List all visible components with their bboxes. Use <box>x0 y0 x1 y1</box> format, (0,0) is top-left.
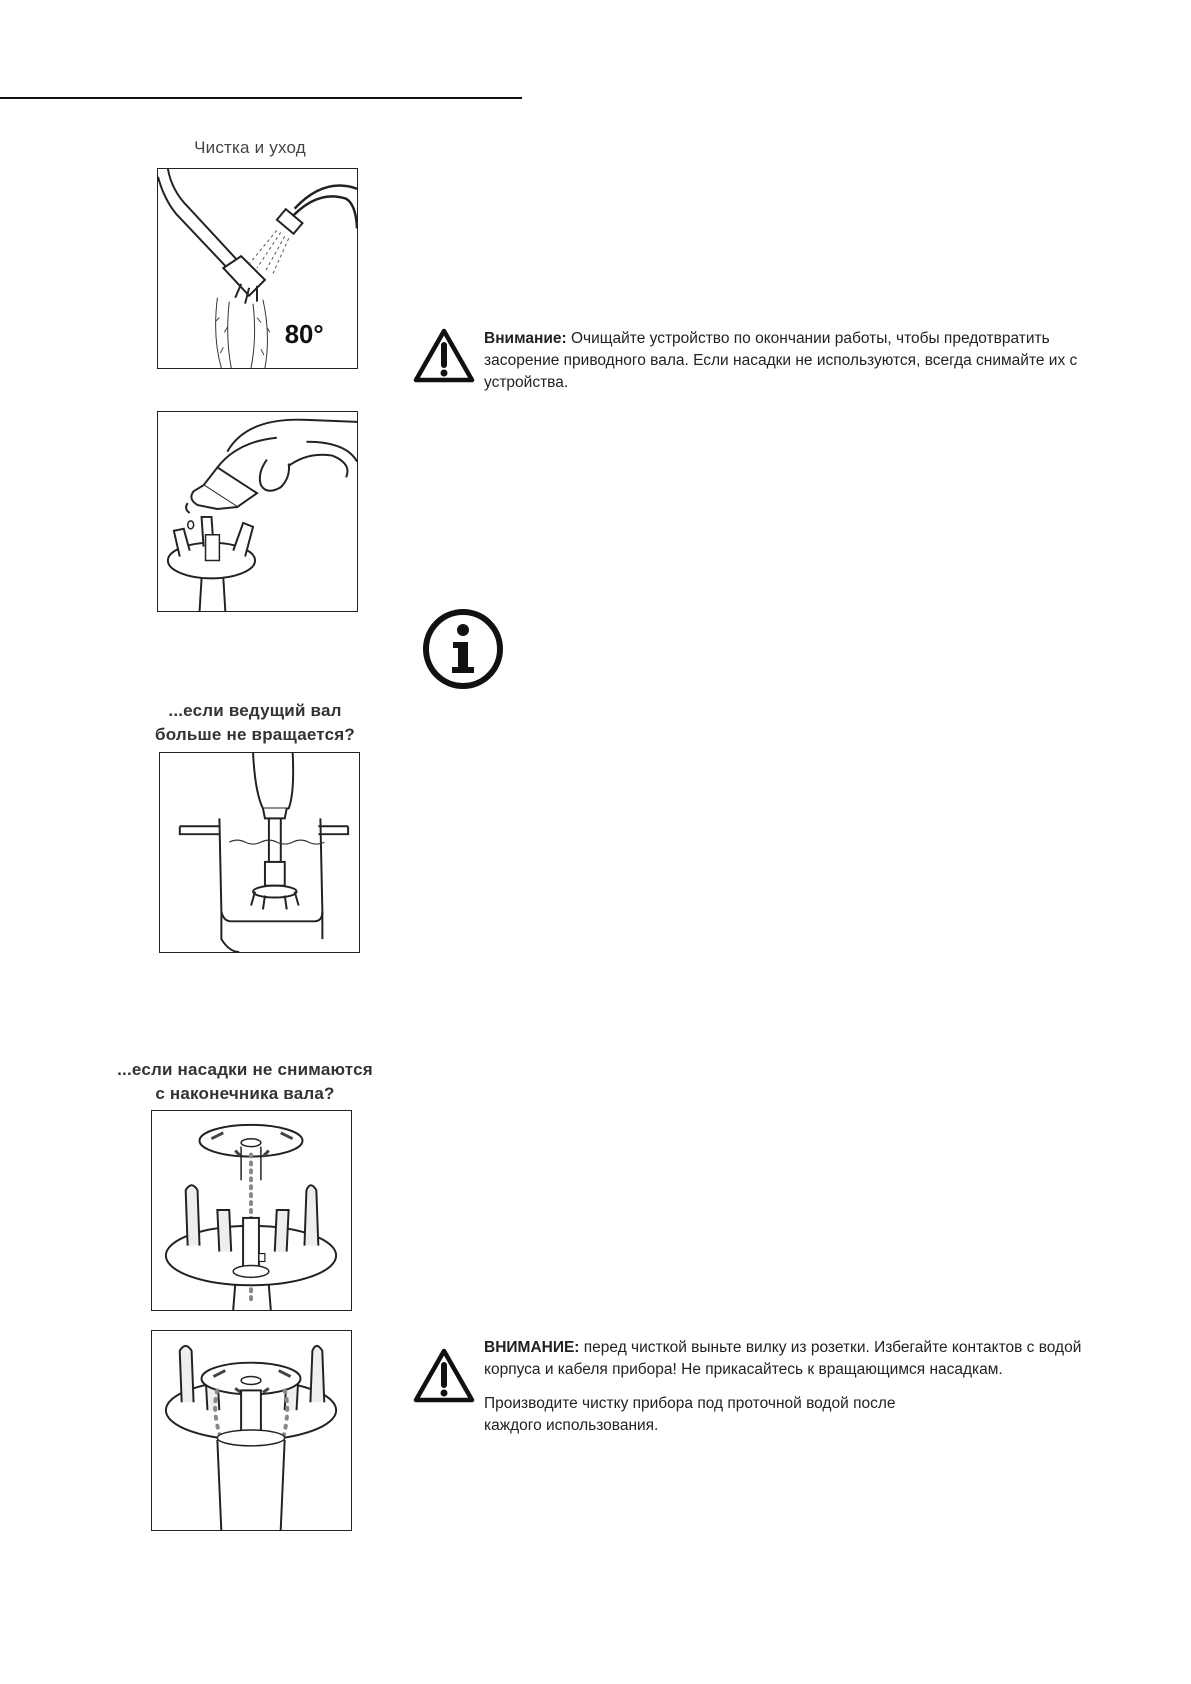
warning-bottom-body: перед чисткой выньте вилку из розетки. Избегайте контактов с водой корпуса и кабеля прибора! Не прикасайтесь к вращающимся насадкам. <box>484 1339 1082 1378</box>
disc-removal-illustration <box>152 1111 351 1310</box>
warning-bottom-lead: ВНИМАНИЕ: <box>484 1339 580 1356</box>
warning-icon <box>413 1348 475 1404</box>
attachment-assembled-illustration <box>152 1331 351 1530</box>
warning-icon <box>413 328 475 384</box>
section-title: Чистка и уход <box>194 138 306 157</box>
temperature-label: 80° <box>284 321 324 350</box>
warning-top-lead: Внимание: <box>484 330 567 347</box>
top-rule <box>0 97 522 99</box>
caption-attachments-not-removable <box>100 1058 390 1106</box>
warning-top-text <box>484 328 1124 394</box>
figure-attachment-assembled <box>151 1330 352 1531</box>
shaft-in-water-illustration <box>160 753 359 952</box>
figure-attachment-disc-removal <box>151 1110 352 1311</box>
rinse-illustration <box>158 169 357 368</box>
caption-attachments-line1: ...если насадки не снимаются <box>117 1060 373 1079</box>
figure-rinse-under-water <box>157 168 358 369</box>
info-icon <box>421 607 505 691</box>
caption-attachments-line2: с наконечника вала? <box>155 1084 335 1103</box>
caption-shaft-not-rotating <box>130 699 380 747</box>
cleaning-instruction: Производите чистку прибора под проточной водой после каждого использования. <box>484 1395 896 1434</box>
warning-bottom-text <box>484 1337 1104 1437</box>
caption-shaft-line1: ...если ведущий вал <box>168 701 342 720</box>
figure-oiling-attachment <box>157 411 358 612</box>
figure-shaft-in-water <box>159 752 360 953</box>
warning-top-body: Очищайте устройство по окончании работы, чтобы предотвратить засорение приводного вала. Если насадки не используются, всегда снимайте их с устройства. <box>484 330 1078 391</box>
caption-shaft-line2: больше не вращается? <box>155 725 355 744</box>
oiling-illustration <box>158 412 357 611</box>
